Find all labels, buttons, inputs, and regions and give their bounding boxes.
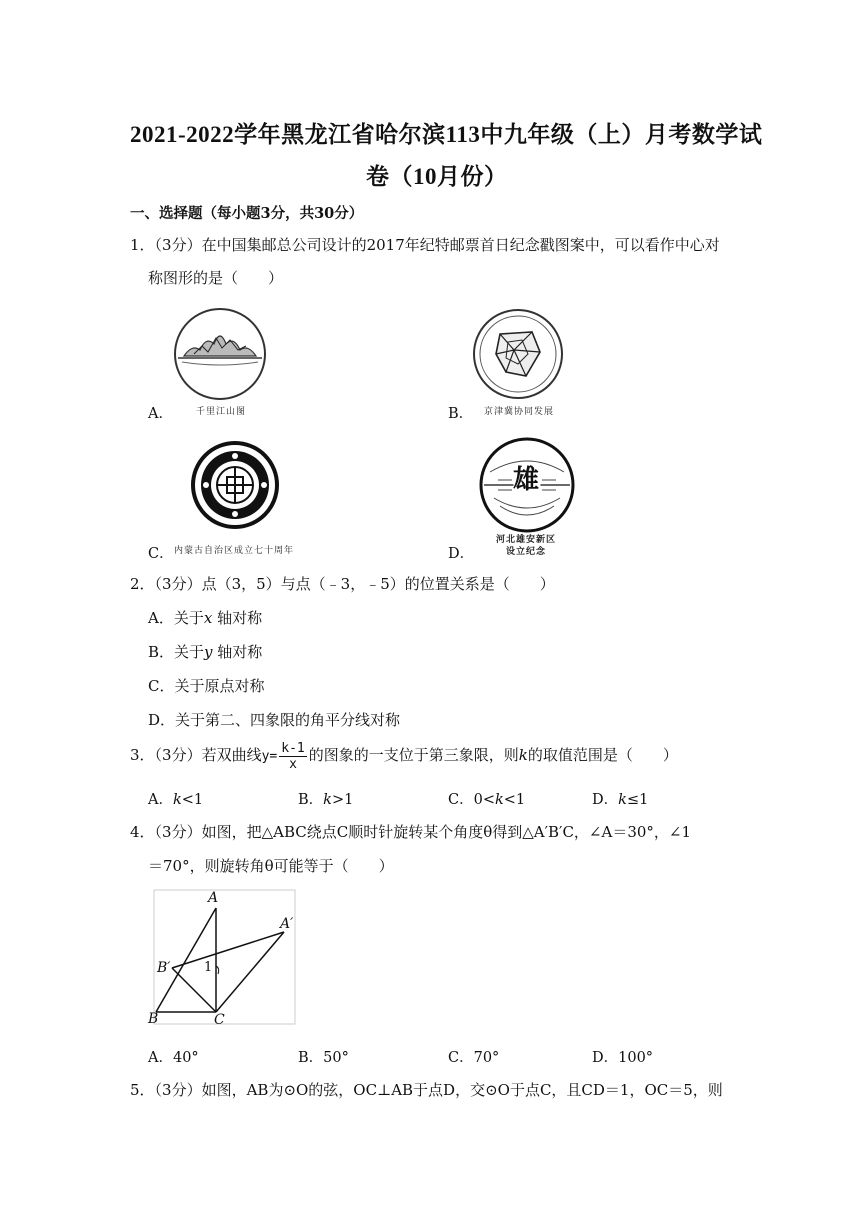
question-3-stem: 3．（3分）若双曲线y= $\frac{k-1}{x}$ 的图象的一支位于第三象限，则k的取值范围是（ ） (130, 740, 678, 772)
figure-label-a: A (208, 890, 219, 906)
stamp-b-caption: 京津冀协同发展 (484, 407, 555, 417)
stamp-d-glyph: 雄 (513, 465, 540, 495)
option-2b: B．关于y 轴对称 (148, 643, 263, 661)
figure-label-b-prime: B′ (157, 960, 171, 976)
option-1b-label: B． (448, 406, 474, 422)
option-2a: A．关于x 轴对称 (148, 609, 263, 627)
figure-label-b: B (148, 1011, 159, 1027)
figure-label-a-prime: A′ (280, 916, 294, 932)
stamp-d-caption-line1: 河北雄安新区 (496, 535, 557, 545)
option-3d: D．k≤1 (592, 792, 649, 808)
question-4-line2: ＝70°，则旋转角θ可能等于（ ） (148, 857, 394, 875)
stamp-b-image (470, 306, 566, 402)
page-title-line1: 2021-2022学年黑龙江省哈尔滨113中九年级（上）月考数学试 (130, 122, 763, 147)
stamp-d-caption-line2: 设立纪念 (506, 547, 547, 557)
option-3a: A．k<1 (148, 792, 204, 808)
option-4c: C．70° (448, 1050, 500, 1066)
stamp-c-image (190, 440, 280, 530)
option-2d: D．关于第二、四象限的角平分线对称 (148, 711, 401, 729)
question-5-line1: 5．（3分）如图，AB为⊙O的弦，OC⊥AB于点D，交⊙O于点C，且CD＝1，OC＝5，则 (130, 1081, 723, 1099)
stamp-a-image (172, 306, 268, 402)
figure-label-c: C (214, 1012, 225, 1028)
option-4b: B．50° (298, 1050, 349, 1066)
option-4a: A．40° (148, 1050, 199, 1066)
question-4-line1: 4．（3分）如图，把△ABC绕点C顺时针旋转某个角度θ得到△A′B′C，∠A＝30°，∠1 (130, 823, 692, 841)
question-1-line1: 1．（3分）在中国集邮总公司设计的2017年纪特邮票首日纪念戳图案中，可以看作中心对 (130, 236, 720, 254)
option-1d-label: D． (448, 546, 475, 562)
fraction-k-1-over-x: $\frac{k-1}{x}$ (281, 740, 305, 772)
option-1c-label: C． (148, 546, 174, 562)
figure-label-1: 1 (204, 960, 213, 975)
question-2-stem: 2．（3分）点（3，5）与点（﹣3，﹣5）的位置关系是（ ） (130, 575, 555, 593)
page-title-line2: 卷（10月份） (366, 164, 508, 189)
option-4d: D．100° (592, 1050, 654, 1066)
stamp-a-caption: 千里江山图 (196, 407, 247, 417)
stamp-c-caption: 内蒙古自治区成立七十周年 (174, 546, 295, 556)
option-3c: C．0<k<1 (448, 792, 526, 808)
section-header: 一、选择题（每小题3分，共30分） (130, 205, 364, 222)
question-1-line2: 称图形的是（ ） (148, 269, 284, 287)
rotation-triangle-figure (144, 888, 300, 1030)
option-1a-label: A． (148, 406, 173, 422)
option-3b: B．k>1 (298, 792, 354, 808)
option-2c: C．关于原点对称 (148, 677, 265, 695)
